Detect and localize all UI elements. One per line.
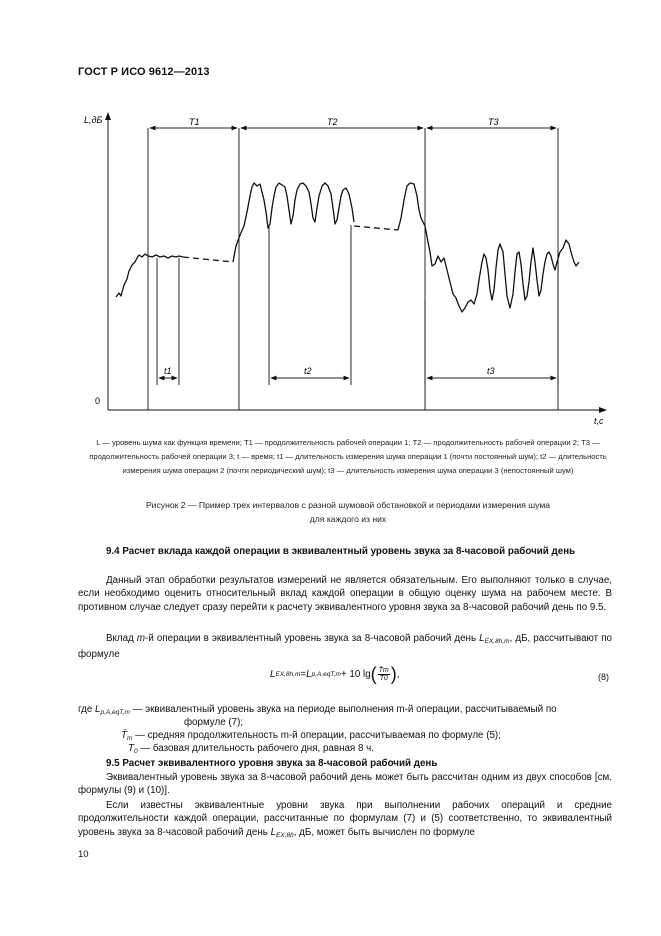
paragraph-9-5-2: Если известны эквивалентные уровни звука при выполнении рабочих операций и средние продолжительности каждой операции, рассчитанные по формулам (7) и (5) соответственно, то эквивалентный уровень звука за 8-часовой рабочий день $L_{EX,8h}$, дБ, может быть вычислен по формуле: [78, 800, 612, 839]
where-line-2: $T̄_m$ — средняя продолжительность m-й операции, рассчитываемая по формуле (5);: [121, 730, 501, 742]
paragraph-9-4-1: Данный этап обработки результатов измерений не является обязательным. Его выполняют только в случае, если необходимо оценить относительный вклад каждой операции в общую оценку шума на рабочем месте. В противном случае следует сразу перейти к расчету эквивалентного уровня звука за 8-часовой рабочий день по 9.5.: [78, 575, 612, 613]
paragraph-9-5-1: Эквивалентный уровень звука за 8-часовой рабочий день может быть рассчитан одним из двух способов [см. формулы (9) и (10)].: [78, 772, 612, 797]
label-t3: t3: [487, 366, 495, 376]
noise-curve: [116, 183, 579, 312]
figure-caption: [88, 498, 608, 526]
page-number: 10: [78, 849, 89, 860]
formula-8: L EX,8h,m = L p,A,eqT,m + 10 lg ( $\frac{T̄m}{T0}$ ) ,: [270, 664, 400, 684]
label-t1: t1: [164, 366, 172, 376]
figure-legend: L — уровень шума как функция времени; T1 — продолжительность рабочей операции 1; T2 — продолжительность рабочей операции 2; T3 — продолжительность рабочей операции 3; t — время; t1 — длительность измерения шума операции 1 (почти постоянный шум); t2 — длительность измерения шума операции 2 (почти периодический шум); t3 — длительность измерения шума операции 3 (непостоянный шум): [89, 438, 607, 475]
paragraph-9-4-2: Вклад m-й операции в эквивалентный уровень звука за 8-часовой рабочий день $L_{EX,8h,m}$, дБ, рассчитывают по формуле: [78, 633, 612, 661]
origin-label: 0: [95, 396, 101, 406]
where-line-1: где $L_{p,A,eqT,m}$ — эквивалентный уровень звука на периоде выполнения m-й операции, рассчитываемый по: [78, 704, 557, 716]
caption-line-2: для каждого из них: [309, 514, 387, 524]
equation-number: (8): [598, 672, 609, 682]
where-line-1-cont: формуле (7);: [184, 717, 244, 728]
label-T2: T2: [327, 117, 338, 127]
heading-9-5: 9.5 Расчет эквивалентного уровня звука за 8-часовой рабочий день: [106, 758, 438, 769]
label-t2: t2: [304, 366, 312, 376]
y-axis-label: L,дБ: [84, 115, 103, 125]
heading-9-4: 9.4 Расчет вклада каждой операции в эквивалентный уровень звука за 8-часовой рабочий день: [106, 546, 576, 557]
label-T1: T1: [189, 117, 200, 127]
page-header: ГОСТ Р ИСО 9612—2013: [78, 66, 210, 78]
x-axis-label: t,с: [594, 416, 604, 426]
where-line-3: $T_0$ — базовая длительность рабочего дня, равная 8 ч.: [128, 743, 374, 755]
caption-line-1: Рисунок 2 — Пример трех интервалов с разной шумовой обстановкой и периодами измерения шума: [145, 500, 551, 510]
noise-time-figure: [0, 0, 661, 430]
label-T3: T3: [488, 117, 499, 127]
